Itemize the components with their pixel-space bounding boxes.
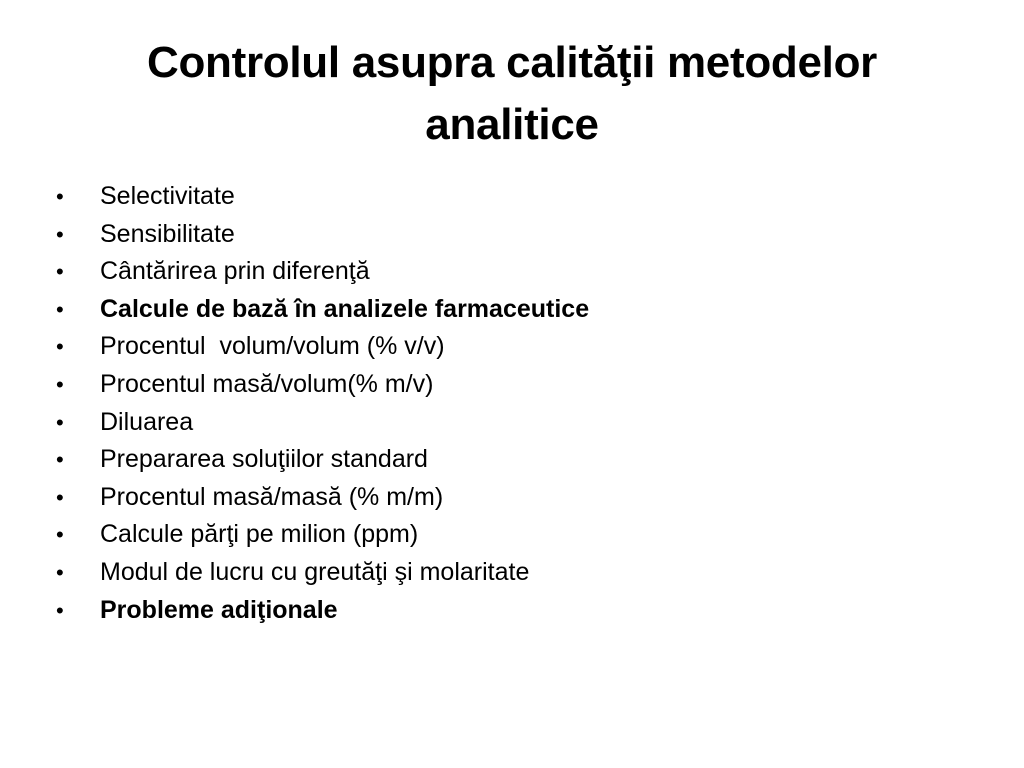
bullet-text: Modul de lucru cu greutăţi şi molaritate (100, 557, 530, 586)
bullet-text: Procentul masă/masă (% m/m) (100, 482, 444, 511)
bullet-item-sensibilitate (56, 216, 976, 254)
bullet-icon: • (56, 334, 64, 360)
bullet-icon: • (56, 522, 64, 548)
bullet-item-prepararea (56, 441, 976, 479)
bullet-icon: • (56, 447, 64, 473)
bullet-text: Calcule părţi pe milion (ppm) (100, 520, 419, 549)
bullet-item-cantarirea (56, 253, 976, 291)
bullet-item-procentul-vv (56, 328, 976, 366)
bullet-icon: • (56, 597, 64, 623)
bullet-icon: • (56, 409, 64, 435)
bullet-item-greutati (56, 554, 976, 592)
bullet-item-calcule-baza (56, 291, 976, 329)
bullet-icon: • (56, 259, 64, 285)
bullet-list (56, 178, 976, 629)
bullet-text: Prepararea soluţiilor standard (100, 445, 428, 474)
bullet-item-probleme (56, 592, 976, 630)
bullet-item-ppm (56, 516, 976, 554)
bullet-text: Selectivitate (100, 182, 235, 210)
bullet-icon: • (56, 184, 64, 209)
bullet-icon: • (56, 296, 64, 322)
bullet-text: Diluarea (100, 407, 194, 436)
bullet-item-procentul-mm (56, 479, 976, 517)
slide-title (40, 32, 984, 156)
bullet-icon: • (56, 221, 64, 247)
bullet-text: Sensibilitate (100, 219, 235, 248)
bullet-item-diluarea (56, 404, 976, 442)
bullet-item-selectivitate (56, 178, 976, 216)
bullet-icon: • (56, 559, 64, 585)
slide-title-line-2: analitice (425, 100, 599, 149)
bullet-text: Procentul volum/volum (% v/v) (100, 332, 445, 361)
bullet-icon: • (56, 371, 64, 397)
bullet-text: Calcule de bază în analizele farmaceutice (100, 294, 590, 323)
bullet-icon: • (56, 484, 64, 510)
bullet-text: Procentul masă/volum(% m/v) (100, 369, 434, 398)
slide-title-line-1: Controlul asupra calităţii metodelor (147, 38, 877, 87)
bullet-text: Probleme adiţionale (100, 595, 338, 624)
bullet-item-procentul-mv (56, 366, 976, 404)
bullet-text: Cântărirea prin diferenţă (100, 257, 370, 286)
